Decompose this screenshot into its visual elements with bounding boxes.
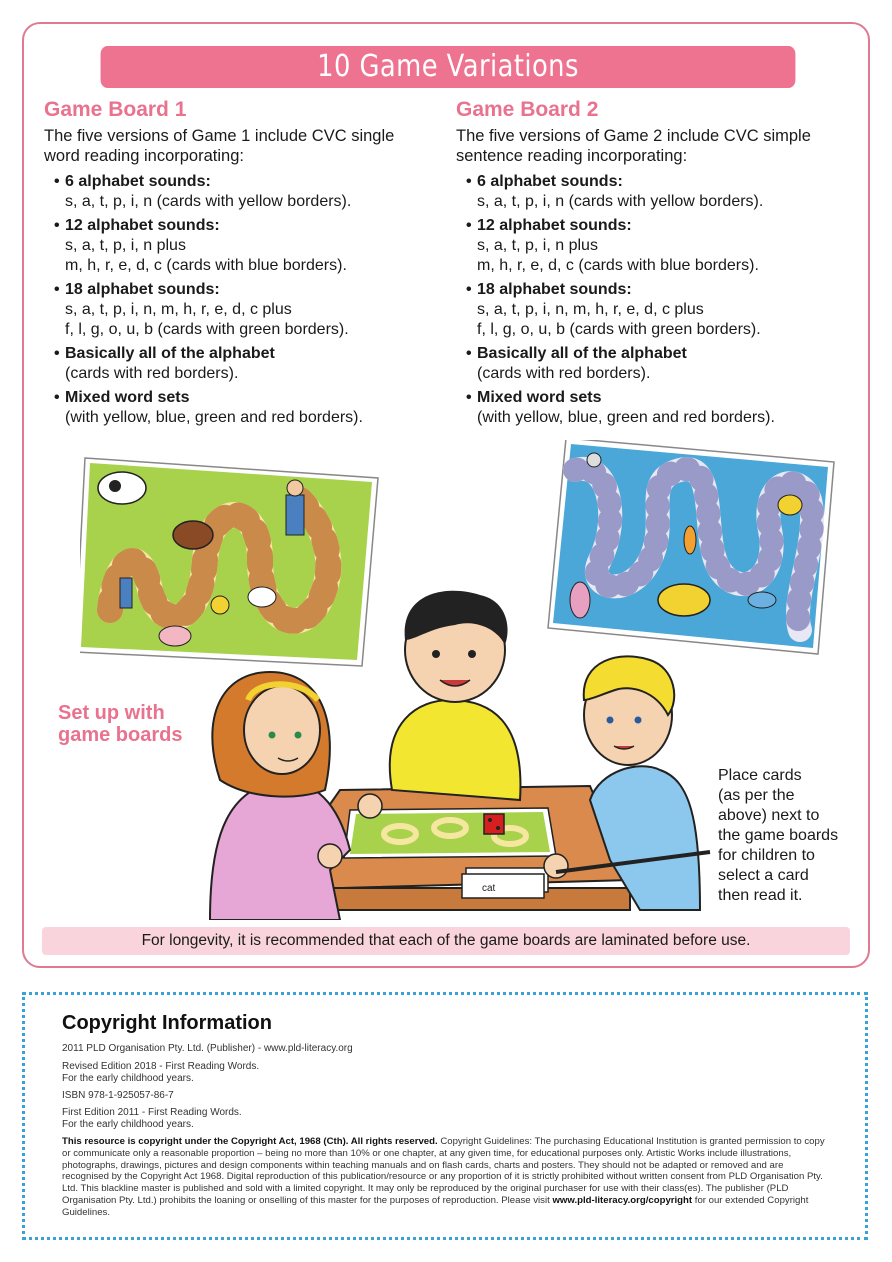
edition-subline: For the early childhood years. [62, 1073, 194, 1084]
list-item [456, 216, 846, 276]
first-edition-line: First Edition 2011 - First Reading Words. [62, 1107, 242, 1118]
item-title: • Mixed word sets [65, 389, 190, 406]
word-card-label: cat [482, 883, 496, 894]
copyright-lead: This resource is copyright under the Copyright Act, 1968 (Cth). All rights reserved. [62, 1136, 438, 1147]
caption-line: select a card [718, 867, 809, 884]
boy-middle-illustration [390, 591, 521, 800]
game-board-2-section [456, 98, 846, 432]
first-edition-subline: For the early childhood years. [62, 1119, 194, 1130]
item-line: (cards with red borders). [477, 365, 651, 382]
game-board-1-section [44, 98, 434, 432]
item-line: (with yellow, blue, green and red borders). [477, 409, 775, 426]
lamination-note: For longevity, it is recommended that each of the game boards are laminated before use. [42, 927, 850, 955]
setup-caption [58, 702, 182, 746]
caption-line: the game boards [718, 827, 839, 844]
list-item [44, 172, 434, 212]
copyright-body: Copyright Guidelines: The purchasing Educational Institution is granted permission to copy or communicate only a reasonable proportion – being no more than 10% or one chapter, at any given time, for educational purposes only. Artistic Works include illustrations, photographs, drawings, pictures and design components within teaching manuals and on flash cards, charts and posters. They should not be adapted or removed and are recognised by the Copyright Act 1968. Digital reproduction of this publication/resource or any proportion of it is strictly prohibited without written consent from PLD Organisation Pty. Ltd. This blackline master is published and sold with a limited copyright. It may only be reproduced by the original purchaser for use with their class(es). The publisher (PLD Organisation Pty. Ltd.) prohibits the loaning or onselling of this master for the purposes of reproduction. Please visit [62, 1136, 825, 1206]
item-line: m, h, r, e, d, c (cards with blue borders). [477, 257, 759, 274]
item-title: • 18 alphabet sounds: [477, 281, 632, 298]
list-item [456, 280, 846, 340]
item-line: (with yellow, blue, green and red borders). [65, 409, 363, 426]
item-line: s, a, t, p, i, n (cards with yellow borders). [477, 193, 764, 210]
publisher-line: 2011 PLD Organisation Pty. Ltd. (Publisher) - www.pld-literacy.org [62, 1043, 353, 1054]
item-title: • 12 alphabet sounds: [65, 217, 220, 234]
item-line: f, l, g, o, u, b (cards with green borders). [477, 321, 761, 338]
item-title: • Mixed word sets [477, 389, 602, 406]
caption-line: then read it. [718, 887, 803, 904]
list-item [44, 216, 434, 276]
item-line: s, a, t, p, i, n, m, h, r, e, d, c plus [477, 301, 704, 318]
farm-game-board-image [80, 458, 378, 666]
page-title: 10 Game Variations [101, 46, 796, 88]
item-title: • 6 alphabet sounds: [477, 173, 623, 190]
game-board-2-heading: Game Board 2 [456, 98, 599, 121]
list-item [44, 344, 434, 384]
item-line: s, a, t, p, i, n plus [477, 237, 598, 254]
item-line: s, a, t, p, i, n (cards with yellow borders). [65, 193, 352, 210]
caption-line: Place cards [718, 767, 802, 784]
place-cards-caption [718, 766, 868, 906]
copyright-guidelines [62, 1136, 832, 1219]
item-line: s, a, t, p, i, n plus [65, 237, 186, 254]
list-item [456, 172, 846, 212]
copyright-title: Copyright Information [62, 1012, 272, 1034]
list-item [44, 388, 434, 428]
item-title: • 6 alphabet sounds: [65, 173, 211, 190]
game-board-1-intro: The five versions of Game 1 include CVC single word reading incorporating: [44, 127, 395, 165]
setup-caption-line: game boards [58, 724, 183, 746]
item-title: • Basically all of the alphabet [65, 345, 275, 362]
ocean-game-board-image [548, 440, 834, 654]
game-board-2-list [456, 172, 846, 428]
setup-caption-line: Set up with [58, 702, 165, 724]
game-board-2-intro: The five versions of Game 2 include CVC simple sentence reading incorporating: [456, 127, 811, 165]
item-line: s, a, t, p, i, n, m, h, r, e, d, c plus [65, 301, 292, 318]
list-item [44, 280, 434, 340]
isbn-line: ISBN 978-1-925057-86-7 [62, 1090, 174, 1101]
item-title: • Basically all of the alphabet [477, 345, 687, 362]
copyright-tail: for our extended Copyright Guidelines. [62, 1194, 809, 1218]
list-item [456, 344, 846, 384]
game-board-1-list [44, 172, 434, 428]
game-board-1-heading: Game Board 1 [44, 98, 187, 121]
caption-line: (as per the [718, 787, 795, 804]
copyright-link[interactable]: www.pld-literacy.org/copyright [552, 1194, 693, 1206]
caption-line: for children to [718, 847, 815, 864]
list-item [456, 388, 846, 428]
edition-line: Revised Edition 2018 - First Reading Words. [62, 1061, 260, 1072]
caption-line: above) next to [718, 807, 820, 824]
item-line: m, h, r, e, d, c (cards with blue borders). [65, 257, 347, 274]
item-line: f, l, g, o, u, b (cards with green borders). [65, 321, 349, 338]
item-title: • 12 alphabet sounds: [477, 217, 632, 234]
boy-right-illustration [544, 656, 710, 910]
item-title: • 18 alphabet sounds: [65, 281, 220, 298]
item-line: (cards with red borders). [65, 365, 239, 382]
